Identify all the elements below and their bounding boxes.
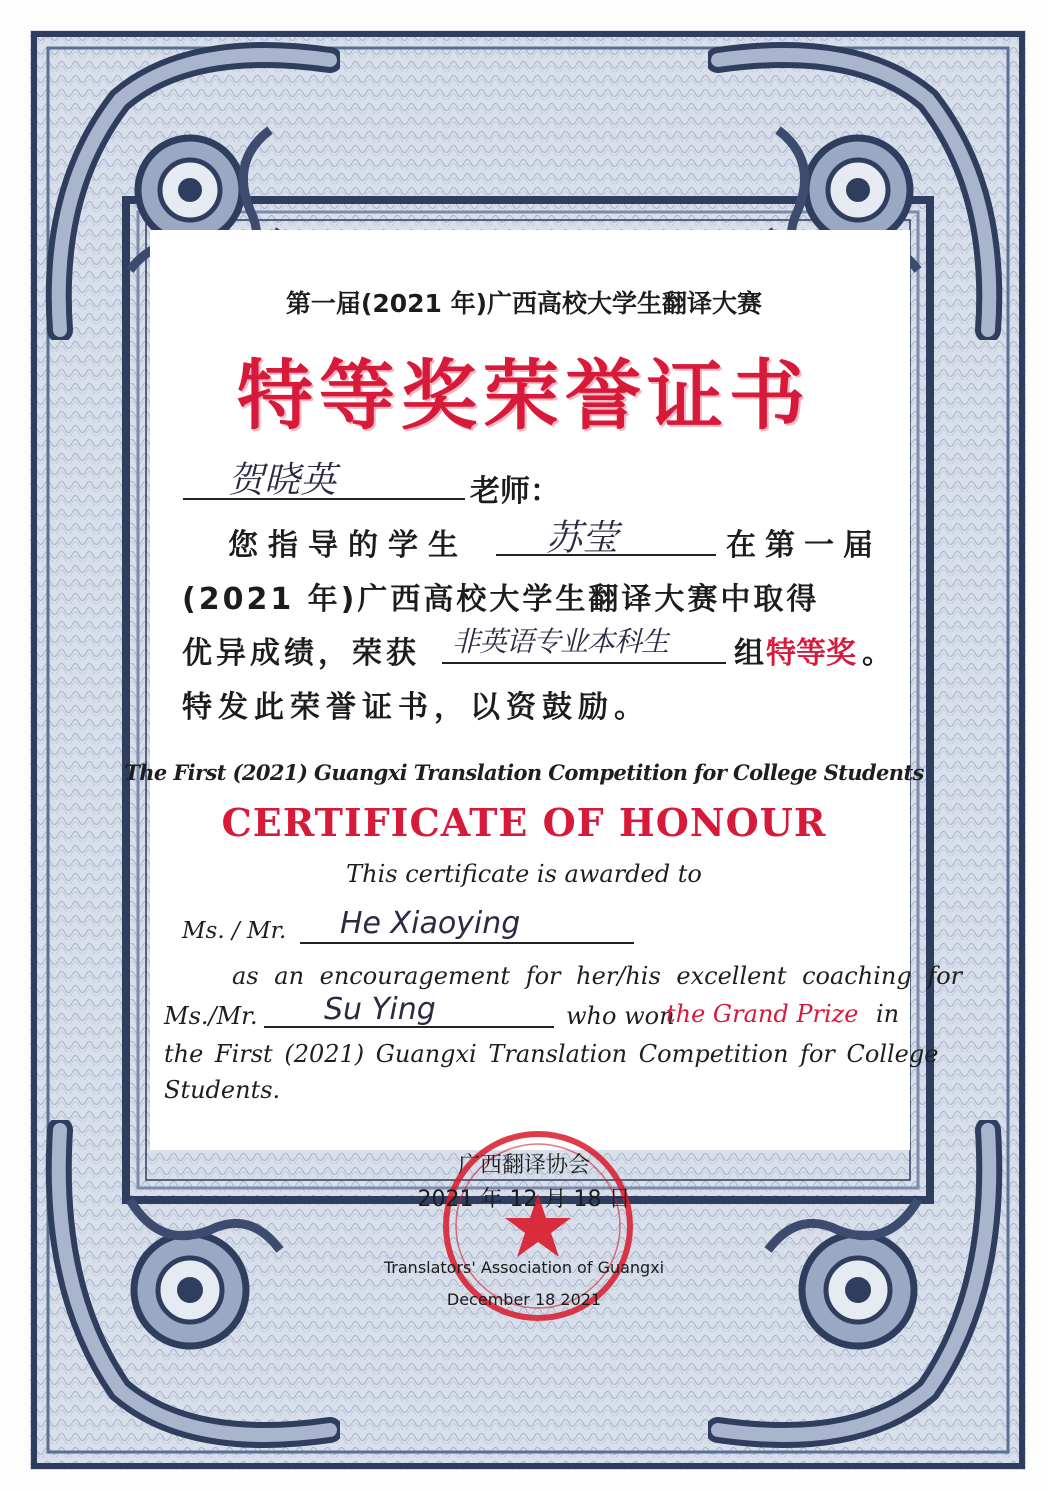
cn-line1-pre: 您指导的学生: [228, 528, 468, 563]
en-line1: as an encouragement for her/his excellent coaching for: [232, 962, 963, 990]
en-prize: the Grand Prize: [666, 1000, 859, 1028]
cn-teacher-name: 贺晓英: [228, 460, 337, 501]
seal-org-en: Translators' Association of Guangxi: [383, 1258, 665, 1277]
en-awarded-line: This certificate is awarded to: [346, 860, 702, 888]
seal-org-cn: 广西翻译协会: [457, 1153, 590, 1178]
en-student-name: Su Ying: [324, 992, 436, 1027]
en-who-won: who won: [566, 1002, 675, 1030]
en-teacher-name: He Xiaoying: [340, 906, 521, 941]
seal-date-cn: 2021 年 12 月 18 日: [417, 1187, 631, 1212]
cn-group-name: 非英语专业本科生: [452, 625, 669, 658]
cn-prize: 特等奖: [766, 636, 856, 671]
cn-line1-post: 在第一届: [726, 528, 882, 563]
cn-student-name: 苏莹: [546, 518, 619, 559]
cn-line3-end: 。: [862, 636, 892, 671]
cn-line3-pre: 优异成绩，荣获: [182, 636, 420, 671]
en-salutation-student: Ms./Mr.: [164, 1002, 258, 1030]
en-salutation-teacher: Ms. / Mr.: [182, 918, 287, 944]
en-competition-header: The First (2021) Guangxi Translation Competition for College Students: [124, 760, 924, 785]
seal-date-en: December 18 2021: [446, 1290, 602, 1309]
cn-certificate-title: 特等奖荣誉证书: [237, 351, 811, 440]
en-line4: Students.: [164, 1076, 281, 1104]
cn-line3-mid: 组: [734, 636, 764, 671]
en-certificate-title: CERTIFICATE OF HONOUR: [221, 800, 827, 845]
cn-competition-header: 第一届(2021 年)广西高校大学生翻译大赛: [285, 289, 763, 318]
group-name-line: [442, 662, 726, 664]
en-in: in: [876, 1000, 900, 1028]
cn-line4: 特发此荣誉证书，以资鼓励。: [182, 690, 650, 725]
en-line3: the First (2021) Guangxi Translation Competition for College: [164, 1040, 939, 1068]
cn-line2: (2021 年)广西高校大学生翻译大赛中取得: [182, 582, 820, 617]
cn-teacher-suffix: 老师：: [470, 474, 560, 509]
en-teacher-name-line: [300, 942, 634, 944]
